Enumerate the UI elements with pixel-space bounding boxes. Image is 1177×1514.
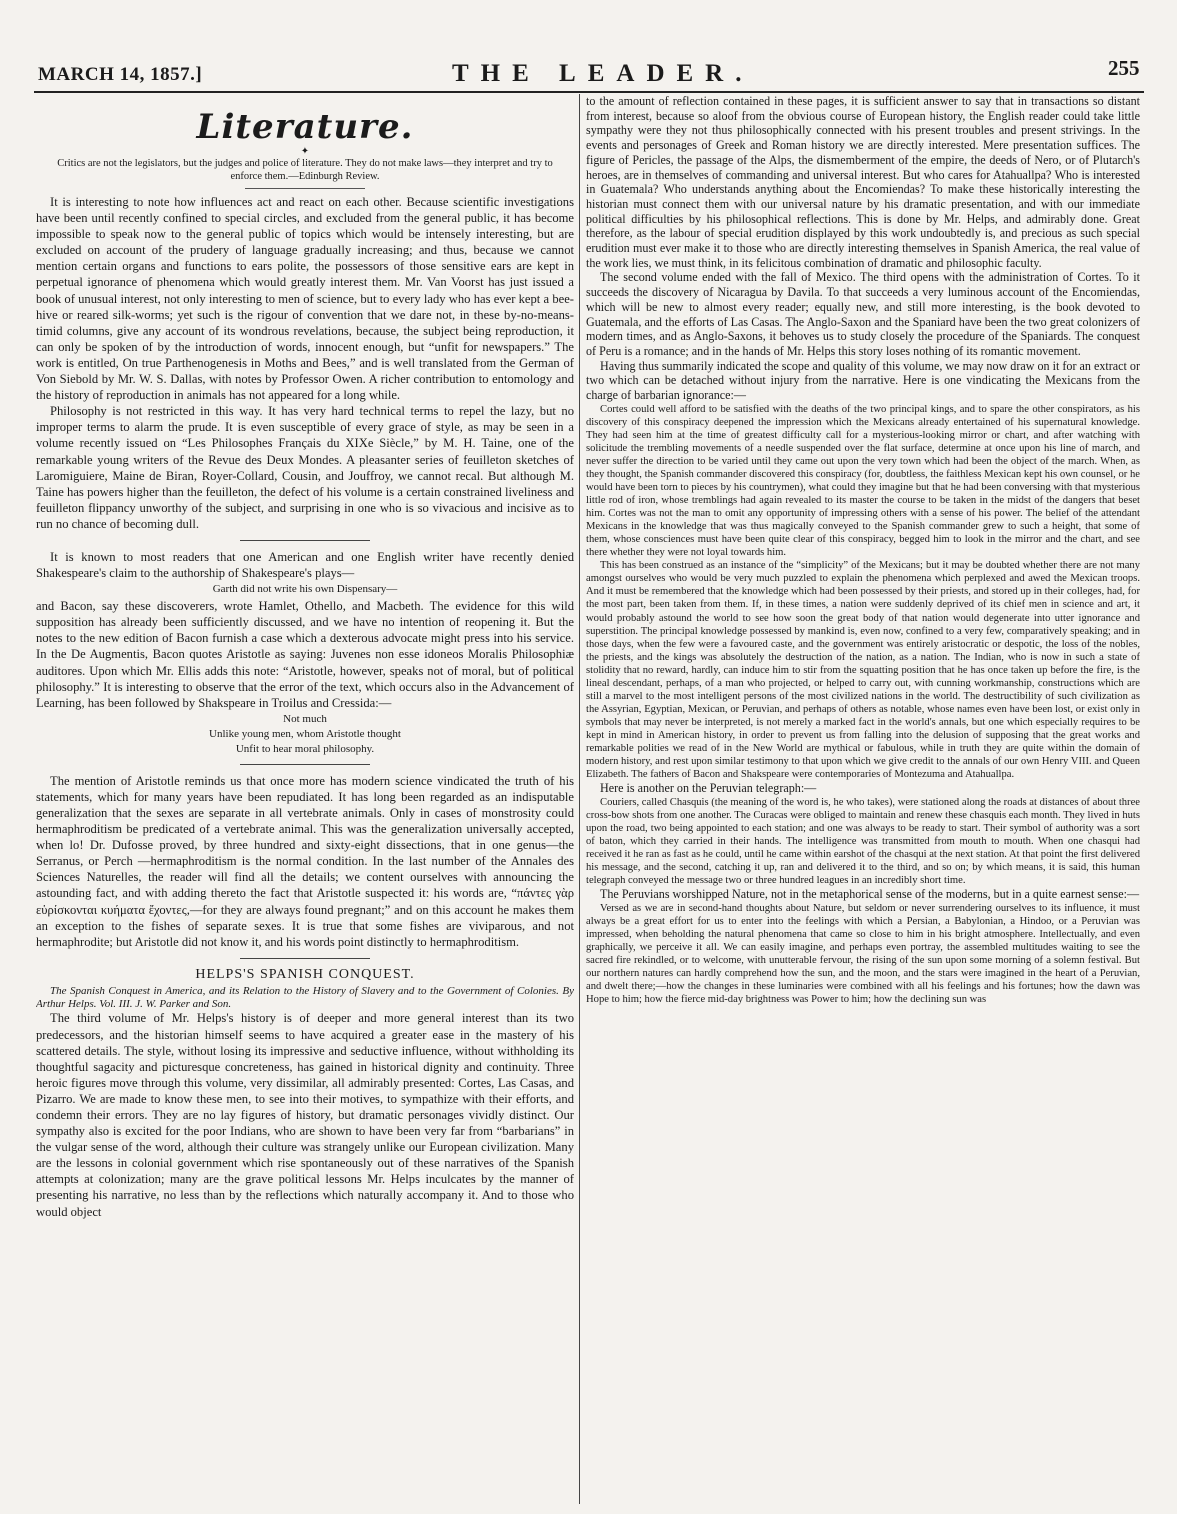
quotation: Garth did not write his own Dispensary— bbox=[212, 583, 398, 596]
column-divider bbox=[579, 94, 580, 1504]
ornament: ✦ bbox=[300, 146, 310, 157]
quotation: Not much bbox=[283, 712, 327, 725]
header-date: MARCH 14, 1857.] bbox=[38, 64, 203, 85]
paragraph: The third volume of Mr. Helps's history is of deeper and more general interest than its two predecessors, and the historian himself seems to have acquired a greater ease in the mastery of his scattered details. The style, without losing its impressive and seductive influence, without withholding its thoughtful sagacity and picturesque concreteness, has gained in historical dignity and continuity. Three heroic figures move through this volume, very dissimilar, all admirably presented: Cortes, Las Casas, and Pizarro. We are made to know these men, to see into their motives, to sympathize with their efforts, and condemn their errors. They are no lay figures of history, but dramatic personages vividly distinct. Our sympathy also is excited for the poor Indians, who are shown to have been very far from “barbarians” in the vulgar sense of the word, although their culture was strangely unlike our European civilization. Many are the lessons in colonial government which rise spontaneously out of these narratives of the Spanish attempts at colonization; many are the grave political lessons Mr. Helps inculcates by the manner of presenting his narrative, no less than by the reflections which naturally accompany it. And to those who would object bbox=[36, 1011, 574, 1219]
paragraph: The second volume ended with the fall of Mexico. The third opens with the administration of Cortes. To it succeeds the discovery of Nicaragua by Davila. To that succeeds a very luminous account of the Encomiendas, which will be new to almost every reader; equally new, and still more interesting, is the book devoted to Guatemala, and the efforts of Las Casas. The Anglo-Saxon and the Spaniard have been the two great colonizers of modern times, and as Anglo-Saxons, it behoves us to study closely the procedure of the Spaniards. The conquest of Peru is a romance; and in the hands of Mr. Helps this story loses nothing of its romantic movement. bbox=[586, 270, 1140, 358]
paragraph: and Bacon, say these discoverers, wrote Hamlet, Othello, and Macbeth. The evidence for this wild supposition has already been sufficiently discussed, and we have no intention of reopening it. But the notes to the new edition of Bacon furnish a case which a dexterous advocate might press into his service. In the De Augmentis, Bacon quotes Aristotle as saying: Juvenes non esse idoneos Moralis Philosophiæ auditores. Upon which Mr. Ellis adds this note: “Aristotle, however, speaks not of moral, but of political philosophy.” It is interesting to observe that the error of the text, which occurs also in the Advancement of Learning, has been followed by Shakspeare in Troilus and Cressida:— bbox=[36, 599, 574, 710]
paragraph: It is interesting to note how influences act and react on each other. Because scientific investigations have been until recently confined to special circles, and excluded from the general public, it has become impossible to speak now to the general public of topics which would be intensely interesting, but are excluded on account of the prudery of language gradually increasing; and thus, because we cannot mention certain organs and functions to ears polite, the possessors of those sensitive ears are kept in perpetual ignorance of phenomena which would greatly interest them. Mr. Van Voorst has just issued a book of unusual interest, not only interesting to men of science, but to every lady who has ever kept a bee-hive or reared silk-worms; yet such is the rigour of convention that we dare not, in these by-no-means-timid columns, give any account of its wondrous revelations, because, the subject being reproduction, it can only be spoken of by the introduction of words, innocent enough, but “unfit for newspapers.” The work is entitled, On true Parthenogenesis in Moths and Bees,” and is well translated from the German of Von Siebold by Mr. W. S. Dallas, with notes by Professor Owen. A richer contribution to entomology and the history of reproduction in animals has not appeared for a long while. bbox=[36, 195, 574, 403]
paragraph: The mention of Aristotle reminds us that once more has modern science vindicated the truth of his statements, which for many years have been repudiated. It has long been regarded as an indisputable generalization that the sexes are separate in all vertebrate animals. Only in cases of monstrosity could hermaphroditism be predicated of a vertebrate animal. This was the generalization universally accepted, when lo! Dr. Dufosse proved, by three hundred and sixty-eight dissections, that in one genus—the Serranus, or Perch —hermaphroditism is the normal condition. In the last number of the Annales des Sciences Naturelles, the reader will find all the details; we content ourselves with announcing the astounding fact, and with adding thereto the fact that Aristotle suspected it: his words are, “πάντες γὰρ εὑρίσκονται κυήματα ἔχοντες,—for they are always found pregnant;” and on this account he makes them an exception to the fishes of separate sexes. It is true that some fishes are viviparous, and not hermaphrodite; but Aristotle did not know it, and his words point distinctly to hermaphroditism. bbox=[36, 773, 574, 949]
paragraph: The Peruvians worshipped Nature, not in the metaphorical sense of the moderns, but in a quite earnest sense:— bbox=[600, 887, 1140, 902]
article-subtitle: The Spanish Conquest in America, and its Relation to the History of Slavery and to the Government of Colonies. By Arthur Helps. Vol. III. J. W. Parker and Son. bbox=[36, 984, 574, 1010]
page-number: 255 bbox=[1108, 56, 1140, 80]
left-column bbox=[36, 94, 574, 1506]
extract: Couriers, called Chasquis (the meaning of the word is, he who takes), were stationed along the roads at distances of about three cross-bow shots from one another. The Curacas were obliged to maintain and renew these chasquis each month. They lived in huts upon the road, two being appointed to each station; and one was always to be ready to start. Their symbol of authority was a sort of baton, which they carried in their hands. The intelligence was transmitted from mouth to mouth. When one chasqui had received it he ran as fast as he could, until he came within earshot of the chasqui at the next station. At that point the first delivered his message, and the second, catching it up, ran and delivered it to the third, and so on; by which means, it is said, this human telegraph conveyed the message two or three hundred leagues in an incredibly short time. bbox=[586, 796, 1140, 887]
paragraph: Here is another on the Peruvian telegraph:— bbox=[600, 781, 817, 796]
extract: This has been construed as an instance of the “simplicity” of the Mexicans; but it may be doubted whether there are not many amongst ourselves who would be very much puzzled to explain the phenomena which perplexed and awed the Mexican troops. And it must be remembered that the knowledge which had been possessed by their priests, and stored up in their colleges, had, for the most part, been taken from them. If, in these times, a nation were suddenly deprived of its chief men in science and art, it would probably astound the world to see how soon the great body of that nation would degenerate into utter ignorance and superstition. The principal knowledge possessed by mankind is, even now, confined to a very few, comparatively speaking; and in those days, when the few were a favoured caste, and the government was entirely aristocratic or despotic, the loss of the nobles, the priests, and the kings was absolutely the destruction of the nation, as a nation. The Indian, who is now in such a state of stolidity that no reward, hardly, can induce him to stir from the squatting position that he has once taken up before the fire, is the lineal descendant, perhaps, of a man who projected, or helped to carry out, with cunning workmanship, constructions which are still a marvel to the most intelligent persons of the most civilized nations in the world. The destructibility of such civilization as the Assyrian, Egyptian, Mexican, or Peruvian, and perhaps of others as notable, whose names even have been lost, or exist only in symbols that may never be interpreted, is not merely a marked fact in the world's annals, but one which especially requires to be kept in mind in American history, in order to prevent us from falling into the delusion of supposing that the great works and remarkable polities we read of in the New World are mythical or fabulous, while in truth they are quite within the domain of modern history, and rest upon similar testimony to that upon which we give credit to the annals of our own Henry VIII. and Queen Elizabeth. The fathers of Bacon and Shakspeare were contemporaries of Montezuma and Atahuallpa. bbox=[586, 560, 1140, 781]
divider bbox=[240, 958, 370, 959]
divider bbox=[240, 540, 370, 541]
paragraph: Having thus summarily indicated the scope and quality of this volume, we may now draw on it for an extract or two which can be detached without injury from the narrative. Here is one vindicating the Mexicans from the charge of barbarian ignorance:— bbox=[586, 358, 1140, 403]
quotation: Unfit to hear moral philosophy. bbox=[235, 742, 375, 755]
divider bbox=[240, 764, 370, 765]
header-rule bbox=[34, 91, 1144, 93]
paragraph: It is known to most readers that one American and one English writer have recently denied Shakespeare's claim to the authorship of Shakespeare's plays— bbox=[36, 549, 574, 581]
paragraph: to the amount of reflection contained in these pages, it is sufficient answer to say that in transactions so distant from interest, because so aloof from the obvious course of European history, the English reader could take little sympathy were they not thus philosophically connected with his present troubles and present strivings. In the events and personages of Greek and Roman history we are directly interested. Mere presentation suffices. The figure of Pericles, the passage of the Alps, the dismemberment of the empire, the deeds of Nero, or of Plutarch's heroes, are in themselves of commanding and universal interest. But who cares for Atahuallpa? Who is interested in Guatemala? Who understands anything about the Encomiendas? To make these historically interesting the historian must connect them with our universal nature by his dramatic presentation, and with our immediate political difficulties by his philosophical reflections. This is done by Mr. Helps, and admirably done. Great therefore, as the labour of special erudition displayed by this work undoubtedly is, and precious as such special erudition must ever make it to those who are directly interesting themselves in Spanish America, the real value of the work lies, we must think, in its felicitous combination of dramatic and philosophic faculty. bbox=[586, 94, 1140, 270]
masthead-title: THE LEADER. bbox=[452, 60, 754, 87]
epigraph-rule bbox=[245, 188, 365, 189]
article-heading: HELPS'S SPANISH CONQUEST. bbox=[195, 966, 415, 982]
paragraph: Philosophy is not restricted in this way. It has very hard technical terms to repel the lazy, but no improper terms to alarm the prude. It is even susceptible of every grace of style, as may be seen in a volume recently issued on “Les Philosophes Français du XIXe Siècle,” by M. H. Taine, one of the remarkable young writers of the Revue des Deux Mondes. A pleasanter series of feuilleton sketches of Laromiguiere, Maine de Biran, Royer-Collard, Cousin, and Jouffroy, we cannot recal. But although M. Taine has powers higher than the feuilleton, the defect of his volume is a certain constrained liveliness and feuilleton flippancy unworthy of the subject, and surprising in one who is so vivacious and incisive as to run no chance of becoming dull. bbox=[36, 404, 574, 531]
epigraph: Critics are not the legislators, but the judges and police of literature. They do not make laws—they interpret and try to enforce them.—Edinburgh Review. bbox=[57, 158, 553, 182]
section-title: Literature. bbox=[196, 107, 414, 147]
extract: Cortes could well afford to be satisfied with the deaths of the two principal kings, and to spare the other conspirators, as his discovery of this conspiracy deepened the impression which the Mexicans already entertained of his supernatural knowledge. They had seen him at the time of greatest difficulty call for a mysterious-looking mirror or chart, and after watching with solicitude the trembling movements of a needle suspended over the flat surface, determine at once upon his line of march, and never suffer the direction to be varied until they came out upon the very town which had been the object of the march. When, as they thought, the Spanish commander discovered this conspiracy (for, doubtless, the faithless Mexican kept his own counsel, or he would have been torn to pieces by his countrymen), what could they imagine but that he had been conversing with that mysterious little rod of iron, whose tremblings had again revealed to its master the course to be taken in the midst of the dangers that beset him. Cortes was not the man to omit any opportunity of impressing others with a sense of his power. The belief of the attendant Mexicans in the knowledge that was thus magically conveyed to the Spanish commander grew to such a height, that some of them, whose consciences must have been quite clear of this conspiracy, begged him to look in the mirror and the chart, and see there whether they were not loyal towards him. bbox=[586, 403, 1140, 559]
quotation: Unlike young men, whom Aristotle thought bbox=[209, 727, 401, 740]
right-column bbox=[586, 94, 1140, 1506]
extract: Versed as we are in second-hand thoughts about Nature, but seldom or never surrendering ourselves to its influence, it must always be a great effort for us to enter into the feelings with which a Persian, a Babylonian, a Hindoo, or a Peruvian was impressed, when beholding the natural phenomena that came so close to him in his bright atmosphere. Intellectually, and even graphically, we perceive it all. We can easily imagine, and perhaps even portray, the assembled multitudes waiting to see the sacred fire rekindled, or to welcome, with unutterable fervour, the rising of the sun upon some morning of a solemn festival. But our northern natures can hardly comprehend how the sun, and the moon, and the stars were imagined in the heart of a Peruvian, and dwelt there;—how the changes in these luminaries were combined with all his feelings and his fortunes; how the dawn was Hope to him; how the fierce mid-day brightness was Power to him; how the declining sun was bbox=[586, 902, 1140, 1006]
